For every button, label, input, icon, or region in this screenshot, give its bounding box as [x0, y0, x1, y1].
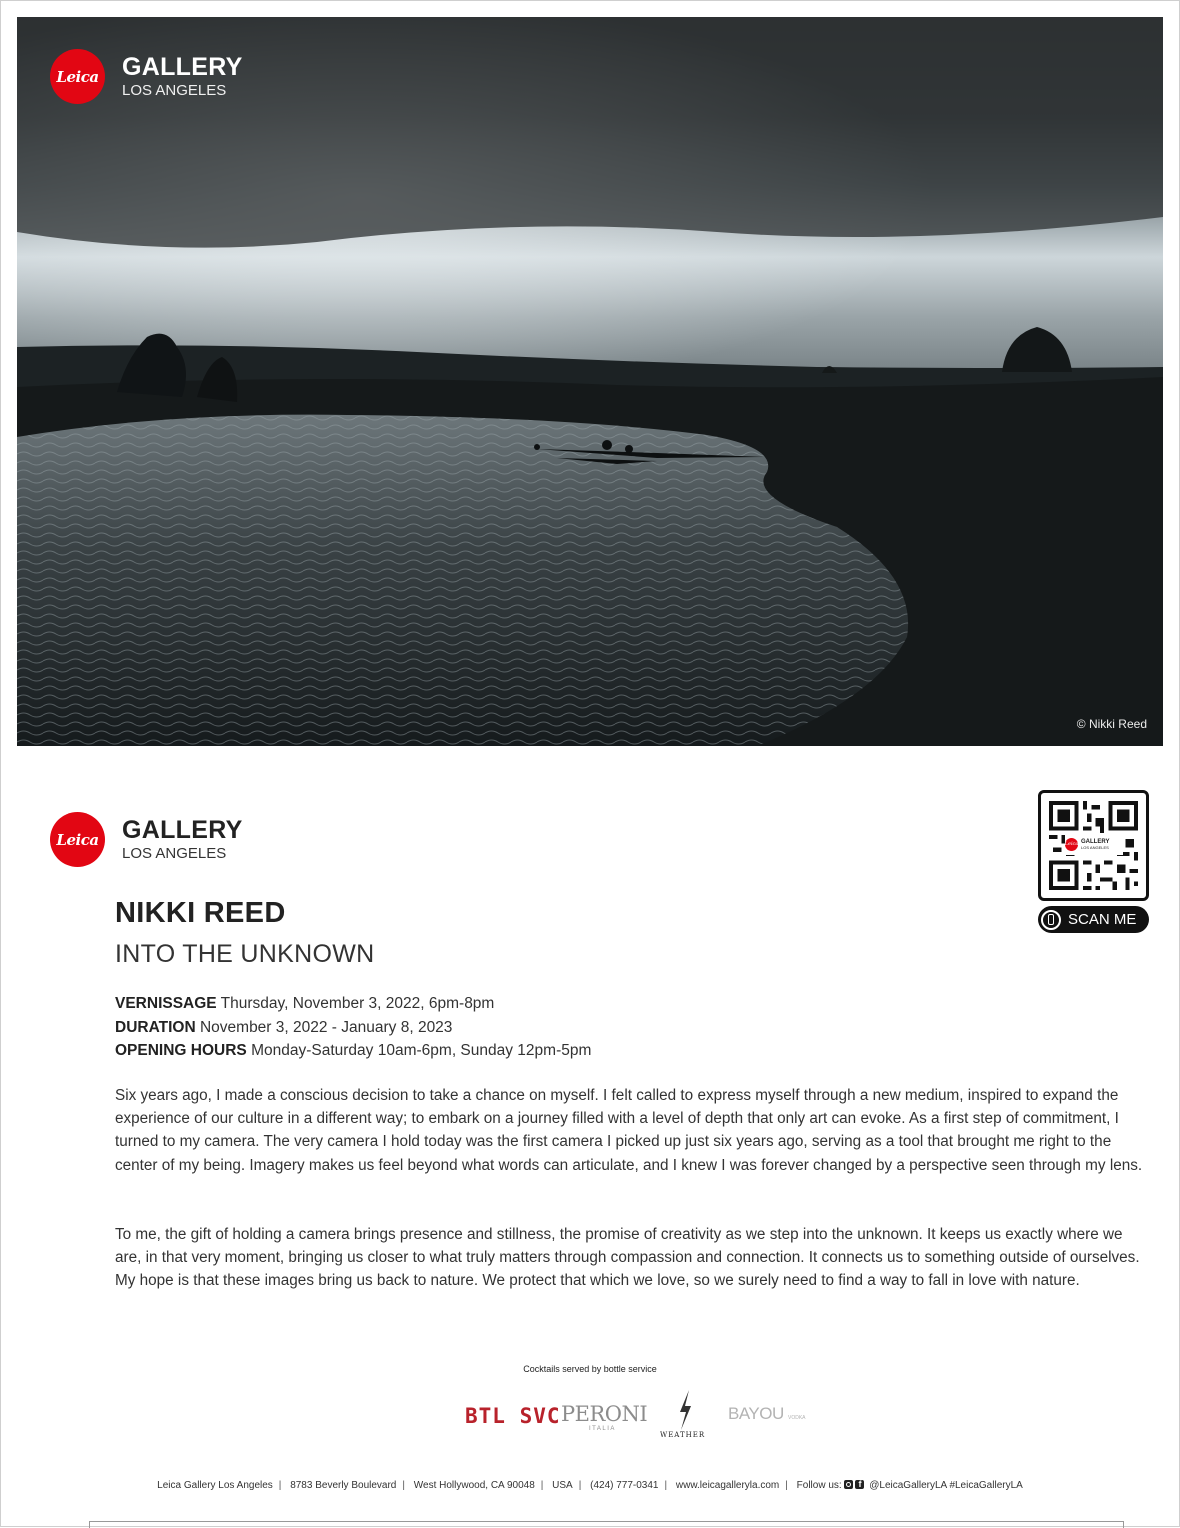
- body-logo: [50, 812, 243, 867]
- duration-value: November 3, 2022 - January 8, 2023: [199, 1018, 453, 1036]
- vernissage-line: [115, 992, 591, 1016]
- footer-phone[interactable]: (424) 777-0341: [590, 1480, 659, 1491]
- vernissage-label: VERNISSAGE: [115, 995, 217, 1012]
- hours-label: OPENING HOURS: [115, 1042, 247, 1059]
- footer-hashtag[interactable]: #LeicaGalleryLA: [949, 1480, 1023, 1491]
- bayou-logo: BAYOU: [728, 1404, 784, 1423]
- gallery-location: LOS ANGELES: [122, 845, 227, 862]
- footer-handle[interactable]: @LeicaGalleryLA: [869, 1480, 947, 1491]
- leica-logo-icon: Leica: [50, 812, 105, 867]
- hero-photo: [17, 17, 1163, 746]
- hours-value: Monday-Saturday 10am-6pm, Sunday 12pm-5pm: [251, 1042, 592, 1059]
- footer-street: 8783 Beverly Boulevard: [290, 1480, 397, 1491]
- exhibition-title: INTO THE UNKNOWN: [115, 940, 375, 968]
- peroni-logo: PERONI: [561, 1402, 648, 1426]
- scan-me-label: SCAN ME: [1068, 911, 1137, 928]
- gallery-title: GALLERY: [122, 816, 243, 844]
- qr-center-title: GALLERY: [1081, 838, 1110, 845]
- weather-logo: WEATHER: [660, 1431, 706, 1439]
- qr-block[interactable]: [1038, 790, 1149, 933]
- scan-me-button[interactable]: [1038, 906, 1149, 933]
- footer-name: Leica Gallery Los Angeles: [157, 1480, 273, 1491]
- phone-icon: [1041, 910, 1061, 930]
- footer-city: West Hollywood, CA 90048: [413, 1480, 535, 1491]
- landscape-image: [17, 17, 1163, 746]
- exhibition-details: [115, 992, 591, 1063]
- qr-center-sub: LOS ANGELES: [1081, 844, 1109, 850]
- footer-country: USA: [552, 1480, 573, 1491]
- instagram-icon[interactable]: [844, 1480, 853, 1489]
- footer-website[interactable]: www.leicagalleryla.com: [675, 1480, 780, 1491]
- footer-follow-label: Follow us:: [796, 1480, 842, 1491]
- photo-credit: © Nikki Reed: [1076, 717, 1147, 731]
- statement-paragraph-1: Six years ago, I made a conscious decision to take a chance on myself. I felt called to express myself through a new medium, inspired to expand the experience of our culture in a different way; to embark on a journey filled with a level of depth that only art can evoke. As a first step of commitment, I turned to my camera. The very camera I hold today was the first camera I picked up just six years ago, serving as a tool that brought me right to the center of my being. Imagery makes us feel beyond what words can articulate, and I knew I was forever changed by a perspective seen through my lens.: [115, 1087, 1143, 1174]
- lightning-icon: [676, 1390, 694, 1430]
- leica-mini-logo-icon: Leica: [1065, 838, 1078, 851]
- sponsor-logos: [440, 1385, 820, 1445]
- btl-svc-logo: BTL SVC: [465, 1404, 561, 1428]
- hero-gallery-location: LOS ANGELES: [122, 82, 227, 99]
- leica-logo-icon: Leica: [50, 49, 105, 104]
- peroni-sub: ITALIA: [589, 1426, 616, 1432]
- sponsor-heading: Cocktails served by bottle service: [523, 1364, 657, 1374]
- artist-name: NIKKI REED: [115, 897, 286, 929]
- duration-label: DURATION: [115, 1018, 196, 1036]
- duration-line: [115, 1016, 591, 1040]
- statement-paragraph-2: To me, the gift of holding a camera brings presence and stillness, the promise of creativity as we step into the unknown. It keeps us exactly where we are, in that very moment, bringing us closer to what truly matters through compassion and connection. It connects us to something outside of ourselves. My hope is that these images bring us back to nature. We protect that which we love, so we surely need to find a way to fall in love with nature.: [115, 1226, 1140, 1290]
- hours-line: [115, 1039, 591, 1063]
- qr-code-icon[interactable]: [1038, 790, 1149, 901]
- qr-center-logo: [1065, 833, 1123, 855]
- hero-gallery-title: GALLERY: [122, 53, 243, 81]
- hero-logo: [50, 49, 243, 104]
- facebook-icon[interactable]: [855, 1480, 864, 1489]
- vernissage-value: Thursday, November 3, 2022, 6pm-8pm: [220, 995, 495, 1012]
- bayou-sub: VODKA: [788, 1415, 806, 1421]
- footer: Leica Gallery Los Angeles | 8783 Beverly Boulevard | West Hollywood, CA 90048 | USA | (424) 777-0341 | www.leicagalleryla.com | Follow us: f @LeicaGalleryLA #LeicaGalleryLA: [0, 1480, 1180, 1491]
